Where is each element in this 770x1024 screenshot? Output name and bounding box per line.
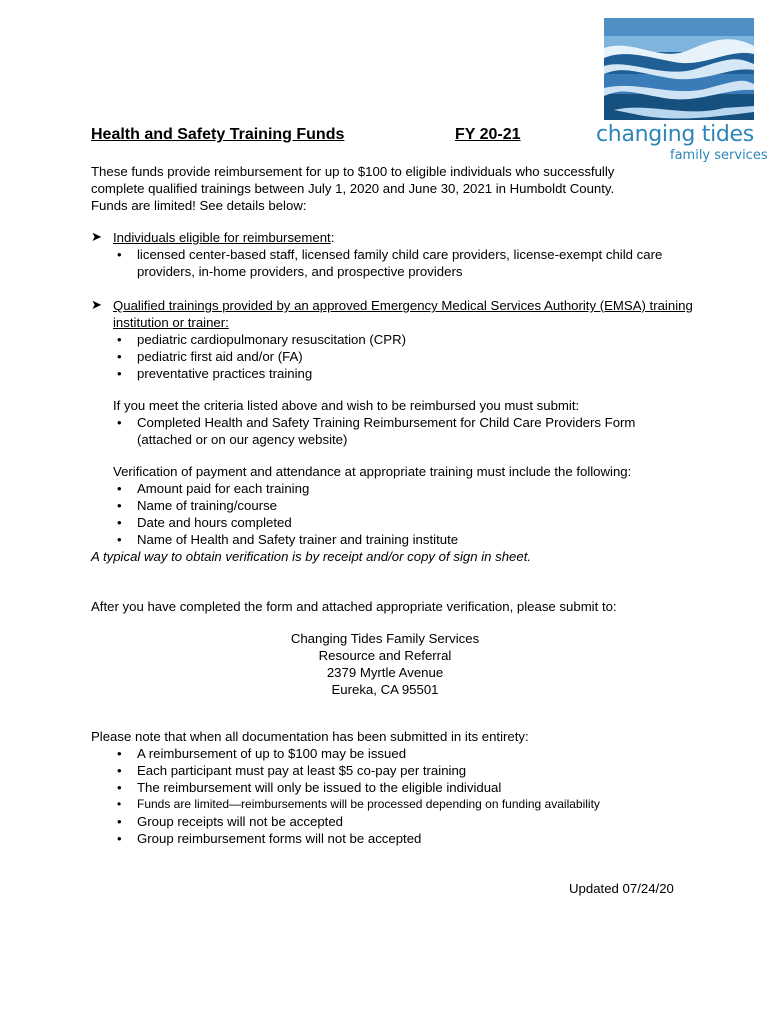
address-line: Changing Tides Family Services [290,631,480,646]
verification-section [113,463,693,548]
logo-subtitle: family services [670,148,768,163]
notes-list [113,745,691,847]
address-line: Eureka, CA 95501 [331,682,439,697]
address-line: 2379 Myrtle Avenue [326,665,444,680]
submit-intro: If you meet the criteria listed above and wish to be reimbursed you must submit: [113,398,580,413]
list-item: • Group reimbursement forms will not be accepted [113,830,691,847]
notes-intro: Please note that when all documentation has been submitted in its entirety: [91,729,529,744]
list-item: • Name of training/course [113,497,693,514]
submit-list [113,414,693,448]
after-paragraph: After you have completed the form and attached appropriate verification, please submit to: [91,599,617,614]
arrow-bullet-icon: ➤ [91,297,102,312]
list-item: • A reimbursement of up to $100 may be issued [113,745,691,762]
eligible-heading: Individuals eligible for reimbursement [113,230,331,245]
waves-logo-icon [604,18,754,120]
list-item: • Completed Health and Safety Training Reimbursement for Child Care Providers Form (attached or on our agency website) [113,414,693,448]
list-item: • Each participant must pay at least $5 co-pay per training [113,762,691,779]
list-item: • Date and hours completed [113,514,693,531]
eligible-section: Individuals eligible for reimbursement: • licensed center-based staff, licensed family child care providers, license-exempt child care providers, in-home providers, and prospective providers [113,229,693,280]
list-item: • Name of Health and Safety trainer and training institute [113,531,693,548]
updated-date: Updated 07/24/20 [569,881,674,896]
mailing-address [200,630,570,698]
list-item: • pediatric first aid and/or (FA) [113,348,693,365]
trainings-list [113,331,693,382]
logo [588,18,768,168]
fiscal-year: FY 20-21 [455,126,521,143]
list-item: • pediatric cardiopulmonary resuscitation (CPR) [113,331,693,348]
eligible-list [113,246,693,280]
list-item: • The reimbursement will only be issued to the eligible individual [113,779,691,796]
list-item: • Funds are limited—reimbursements will be processed depending on funding availability [113,796,691,813]
arrow-bullet-icon: ➤ [91,229,102,244]
list-item: • preventative practices training [113,365,693,382]
list-item: • Group receipts will not be accepted [113,813,691,830]
trainings-heading: Qualified trainings provided by an approved Emergency Medical Services Authority (EMSA) training institution or trainer: [113,298,693,330]
verification-list [113,480,693,548]
list-item: • licensed center-based staff, licensed family child care providers, license-exempt child care providers, in-home providers, and prospective providers [113,246,693,280]
submit-section [113,397,693,448]
trainings-section [113,297,693,382]
page-title: Health and Safety Training Funds [91,126,345,143]
verification-note: A typical way to obtain verification is by receipt and/or copy of sign in sheet. [91,549,532,564]
address-line: Resource and Referral [318,648,452,663]
logo-name: changing tides [596,122,754,147]
list-item: • Amount paid for each training [113,480,693,497]
notes-section [91,728,691,847]
verification-intro: Verification of payment and attendance at appropriate training must include the following: [113,464,632,479]
intro-paragraph: These funds provide reimbursement for up to $100 to eligible individuals who successfully complete qualified trainings between July 1, 2020 and June 30, 2021 in Humboldt County. Funds are limited! See details below: [91,164,615,213]
